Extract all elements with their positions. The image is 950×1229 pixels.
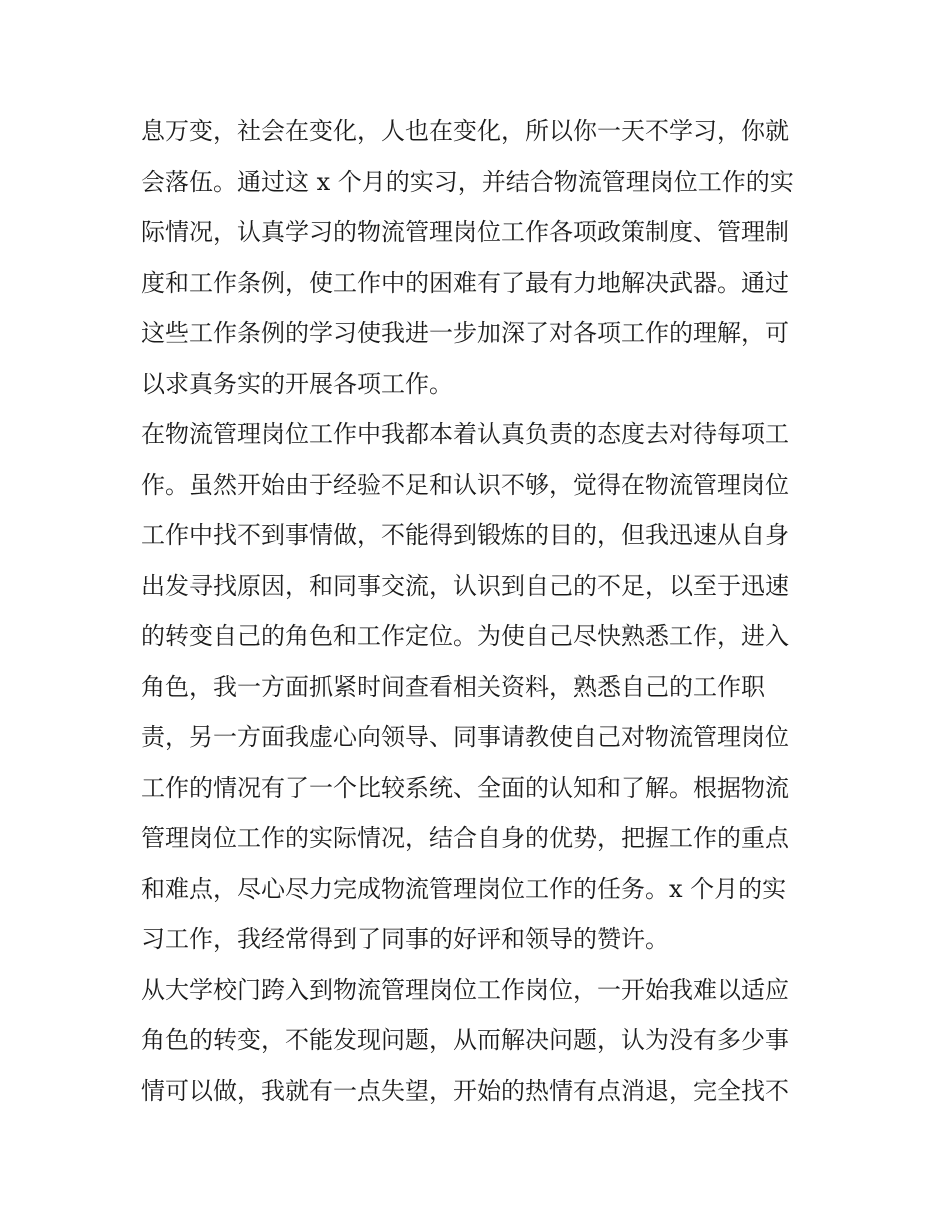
text-line: 工作的情况有了一个比较系统、全面的认知和了解。根据物流 [141,773,789,802]
text-line: 责，另一方面我虚心向领导、同事请教使自己对物流管理岗位 [141,723,789,751]
text-line: 管理岗位工作的实际情况，结合自身的优势，把握工作的重点 [141,824,789,852]
paragraph-1 [141,106,821,409]
document-body [141,106,821,1116]
text-line: 情可以做，我就有一点失望，开始的热情有点消退，完全找不 [141,1076,789,1105]
text-line: 的转变自己的角色和工作定位。为使自己尽快熟悉工作，进入 [141,622,789,650]
text-line: 际情况，认真学习的物流管理岗位工作各项政策制度、管理制 [141,218,789,246]
text-line: 这些工作条例的学习使我进一步加深了对各项工作的理解，可 [141,319,789,347]
text-line: 角色，我一方面抓紧时间查看相关资料，熟悉自己的工作职 [141,672,765,701]
text-line: 以求真务实的开展各项工作。 [141,369,453,398]
text-line: 作。虽然开始由于经验不足和认识不够，觉得在物流管理岗位 [141,470,789,499]
paragraph-3 [141,965,821,1117]
text-line: 会落伍。通过这 x 个月的实习，并结合物流管理岗位工作的实 [141,167,794,196]
text-line: 度和工作条例，使工作中的困难有了最有力地解决武器。通过 [141,268,789,297]
text-line: 和难点，尽心尽力完成物流管理岗位工作的任务。x 个月的实 [141,874,787,903]
text-line: 工作中找不到事情做，不能得到锻炼的目的，但我迅速从自身 [141,521,789,549]
paragraph-2 [141,409,821,965]
text-line: 习工作，我经常得到了同事的好评和领导的赞许。 [141,925,669,953]
text-line: 角色的转变，不能发现问题，从而解决问题，认为没有多少事 [141,1026,789,1054]
text-line: 息万变，社会在变化，人也在变化，所以你一天不学习，你就 [141,117,789,145]
text-line: 从大学校门跨入到物流管理岗位工作岗位，一开始我难以适应 [141,975,789,1004]
text-line: 在物流管理岗位工作中我都本着认真负责的态度去对待每项工 [141,420,789,448]
text-line: 出发寻找原因，和同事交流，认识到自己的不足，以至于迅速 [141,571,789,600]
